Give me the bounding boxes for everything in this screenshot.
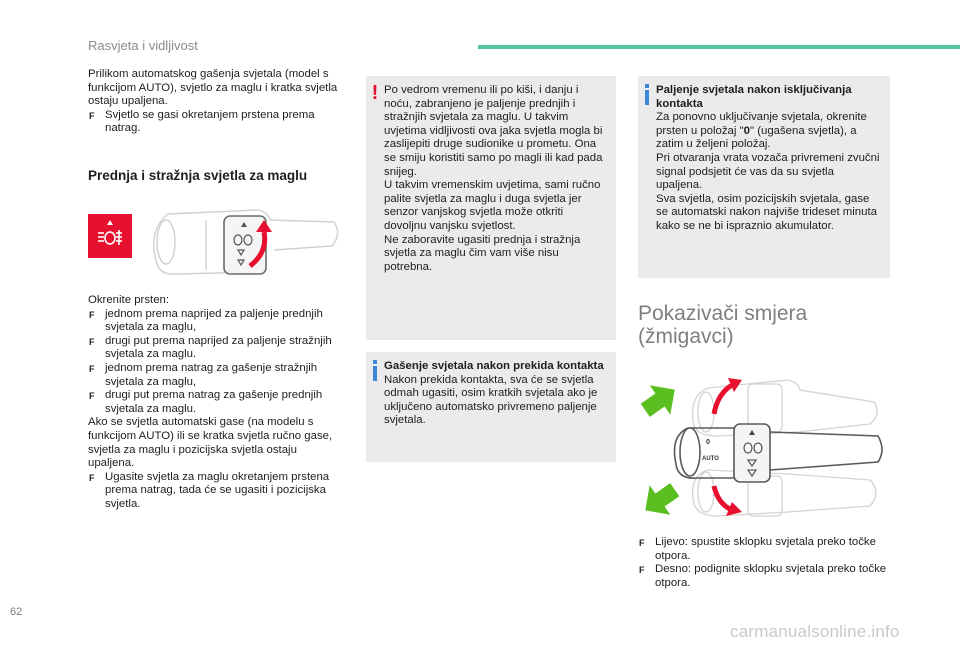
turn-signal-bullets — [638, 536, 890, 590]
intro-bullet: F Svjetlo se gasi okretanjem prstena prema natrag. — [88, 109, 344, 136]
turn-lever-svg — [638, 366, 890, 526]
watermark: carmanualsonline.info — [730, 622, 900, 641]
turn-signal-illustration — [638, 366, 890, 526]
info-paragraph-1: Za ponovno uključivanje svjetala, okrenite prsten u položaj "0" (ugašena svjetla), a zatim u željeni položaj. — [656, 111, 867, 151]
info-icon — [370, 360, 380, 382]
zero-label: 0 — [706, 439, 710, 446]
right-turn-green-arrow-icon — [638, 375, 685, 425]
down-arrow-icon — [714, 486, 732, 510]
ring-lead: Okrenite prsten: — [88, 294, 170, 306]
ring-bullet-1: F jednom prema naprijed za paljenje prednjih svjetala za maglu, — [88, 308, 344, 335]
column-1 — [88, 68, 344, 136]
fog-lever-svg — [88, 200, 344, 288]
warning-text-3: Ne zaboravite ugasiti prednja i stražnja svjetla za maglu čim vam više nisu potrebna. — [384, 233, 581, 273]
warning-content — [384, 84, 608, 274]
info-paragraph-3: Sva svjetla, osim pozicijskih svjetala, gase se automatski nakon najviše trideset minuta kako se ne bi ispraznio akumulator. — [656, 192, 877, 232]
ring-bullet-2: F drugi put prema naprijed za paljenje stražnjih svjetala za maglu. — [88, 335, 344, 362]
warning-box — [366, 76, 616, 340]
up-arrow-icon — [714, 384, 734, 414]
auto-bullet: F Ugasite svjetla za maglu okretanjem prstena prema natrag, tada će se ugasiti i pozicijska svjetla. — [88, 471, 344, 512]
ring-bullet-3: F jednom prema natrag za gašenje stražnjih svjetala za maglu, — [88, 362, 344, 389]
warning-text-2: U takvim vremenskim uvjetima, sami ručno palite svjetla za maglu i duga svjetla jer senzor vanjskog svjetla može otkriti dovoljnu vanjsku svjetlost. — [384, 179, 601, 232]
info-content-2 — [656, 84, 882, 234]
warning-text: Po vedrom vremenu ili po kiši, i danju i noću, zabranjeno je paljenje prednjih i stražnjih svjetala za maglu. U takvim uvjetima vidljivosti ova jaka svjetla mogla bi zaslijepiti druge sudionike u prometu. Ona se smiju koristiti samo po magli ili kad pada snijeg. — [384, 84, 603, 178]
turn-left-bullet: F Lijevo: spustite sklopku svjetala preko točke otpora. — [638, 536, 890, 563]
section-title: Rasvjeta i vidljivost — [88, 38, 198, 53]
info-title: Gašenje svjetala nakon prekida kontakta — [384, 360, 604, 372]
info-box-ignition-off — [366, 352, 616, 462]
ring-bullet-4: F drugi put prema natrag za gašenje prednjih svjetala za maglu. — [88, 389, 344, 416]
page-number: 62 — [10, 606, 23, 618]
section-title-bar — [478, 45, 960, 49]
warning-icon: ! — [371, 82, 379, 104]
info-text: Nakon prekida kontakta, sva će se svjetla odmah ugasiti, osim kratkih svjetala ako je uključeno automatsko privremeno paljenje svjetala. — [384, 373, 598, 427]
turn-right-bullet: F Desno: podignite sklopku svjetala preko točke otpora. — [638, 563, 890, 590]
left-turn-green-arrow-icon — [638, 475, 685, 525]
info-paragraph-2: Pri otvaranja vrata vozača privremeni zvučni signal podsjetit će vas da su svjetla upaljena. — [656, 151, 880, 192]
turn-signals-title: Pokazivači smjera (žmigavci) — [638, 302, 808, 348]
info-box-lights-after-ignition — [638, 76, 890, 278]
info-content — [384, 360, 608, 428]
lower-lever-ghost-icon — [693, 470, 876, 516]
column-1-lower — [88, 294, 344, 512]
auto-label: AUTO — [702, 456, 719, 462]
info-icon — [642, 84, 652, 106]
auto-paragraph: Ako se svjetla automatski gase (na modelu s funkcijom AUTO) ili se kratka svjetla ručno gase, svjetla za maglu i pozicijska svjetla ostaju upaljena. — [88, 416, 333, 470]
intro-paragraph: Prilikom automatskog gašenja svjetala (model s funkcijom AUTO), svjetlo za maglu i kratka svjetla ostaju upaljena. — [88, 68, 338, 108]
info-title-2: Paljenje svjetala nakon isključivanja kontakta — [656, 84, 852, 110]
fog-lights-heading: Prednja i stražnja svjetla za maglu — [88, 168, 308, 183]
fog-light-illustration — [88, 200, 344, 288]
